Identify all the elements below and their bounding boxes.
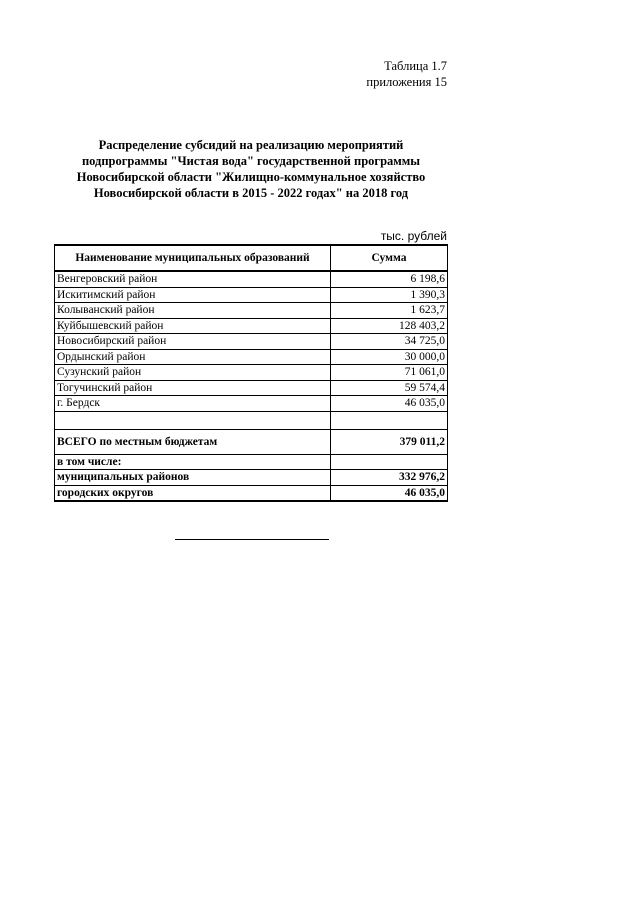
title-line-4: Новосибирской области в 2015 - 2022 годах" на 2018 год — [93, 186, 409, 200]
table-row — [55, 303, 448, 319]
municipality-name: Ордынский район — [55, 349, 331, 365]
table-row — [55, 287, 448, 303]
municipality-sum: 71 061,0 — [331, 365, 448, 381]
empty-row — [55, 411, 448, 429]
municipality-name: Новосибирский район — [55, 334, 331, 350]
municipality-sum: 6 198,6 — [331, 271, 448, 287]
table-reference — [366, 58, 447, 90]
municipality-name: Куйбышевский район — [55, 318, 331, 334]
table-row — [55, 365, 448, 381]
table-row — [55, 318, 448, 334]
empty-cell — [55, 411, 331, 429]
municipality-sum: 1 623,7 — [331, 303, 448, 319]
municipality-name: г. Бердск — [55, 396, 331, 412]
table-row — [55, 349, 448, 365]
table-number: Таблица 1.7 — [384, 59, 447, 73]
table-row — [55, 334, 448, 350]
empty-cell — [331, 411, 448, 429]
including-row — [55, 454, 448, 470]
document-title — [55, 137, 447, 201]
breakdown-label: городских округов — [55, 485, 331, 501]
breakdown-label: муниципальных районов — [55, 470, 331, 486]
municipality-sum: 30 000,0 — [331, 349, 448, 365]
units-label: тыс. рублей — [380, 229, 447, 243]
total-sum: 379 011,2 — [331, 429, 448, 454]
municipality-name: Сузунский район — [55, 365, 331, 381]
breakdown-row — [55, 485, 448, 501]
municipality-name: Искитимский район — [55, 287, 331, 303]
column-header-sum: Сумма — [331, 245, 448, 271]
municipality-name: Колыванский район — [55, 303, 331, 319]
breakdown-row — [55, 470, 448, 486]
table-row — [55, 396, 448, 412]
appendix-number: приложения 15 — [366, 75, 447, 89]
table-header-row — [55, 245, 448, 271]
table-row — [55, 271, 448, 287]
municipality-sum: 128 403,2 — [331, 318, 448, 334]
empty-cell — [331, 454, 448, 470]
title-line-2: подпрограммы "Чистая вода" государственной программы — [81, 154, 421, 168]
total-row — [55, 429, 448, 454]
municipality-sum: 59 574,4 — [331, 380, 448, 396]
column-header-name: Наименование муниципальных образований — [55, 245, 331, 271]
breakdown-sum: 332 976,2 — [331, 470, 448, 486]
municipality-sum: 46 035,0 — [331, 396, 448, 412]
separator-line — [175, 539, 329, 540]
table-row — [55, 380, 448, 396]
including-label: в том числе: — [55, 454, 331, 470]
title-line-1: Распределение субсидий на реализацию мероприятий — [98, 138, 404, 152]
total-label: ВСЕГО по местным бюджетам — [55, 429, 331, 454]
title-line-3: Новосибирской области "Жилищно-коммунальное хозяйство — [76, 170, 426, 184]
municipality-name: Тогучинский район — [55, 380, 331, 396]
municipality-sum: 1 390,3 — [331, 287, 448, 303]
municipality-name: Венгеровский район — [55, 271, 331, 287]
municipality-sum: 34 725,0 — [331, 334, 448, 350]
subsidy-table — [54, 244, 448, 502]
breakdown-sum: 46 035,0 — [331, 485, 448, 501]
